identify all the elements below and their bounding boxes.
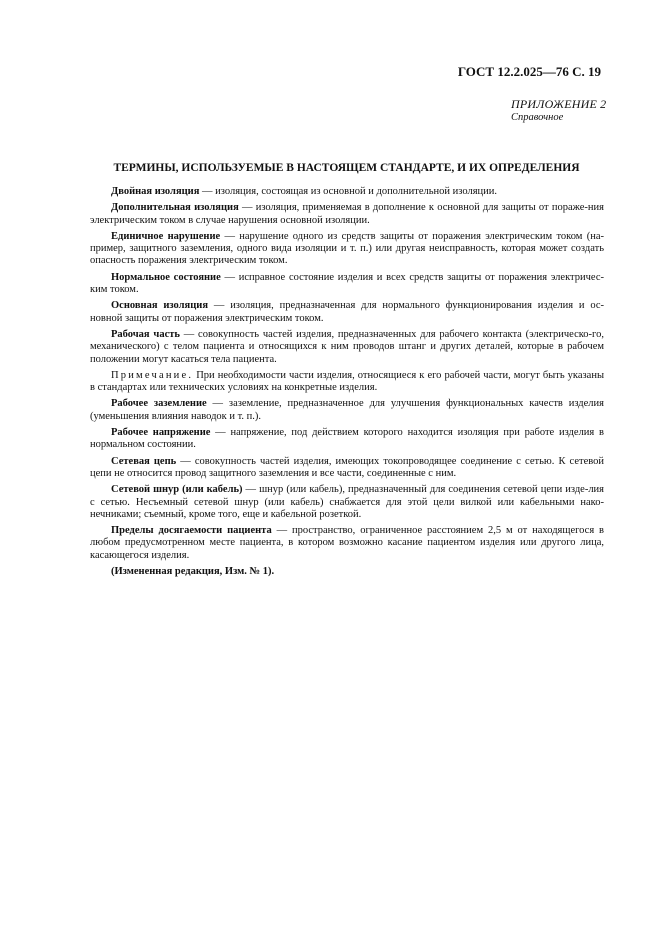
term-definition: — нарушение одного из средств защиты от поражения электрическим током (на-пример, защитного заземления, одного вида изоляции и т. п.) или другая неисправность, которая может создать опасность поражения электрическим током. bbox=[90, 230, 604, 267]
term-definition: — совокупность частей изделия, имеющих токопроводящее соединение с сетью. К сетевой цепи не относится провод защитного заземления и все части, соединенные с ним. bbox=[90, 455, 604, 479]
term-definition: — заземление, предназначенное для улучшения функциональных качеств изделия (уменьшения влияния наводок и т. п.). bbox=[90, 398, 604, 422]
term-definition: — исправное состояние изделия и всех средств защиты от поражения электричес-ким током. bbox=[90, 271, 604, 296]
term-name: Пределы досягаемости пациента bbox=[111, 525, 272, 537]
term-paragraph bbox=[90, 398, 604, 423]
note-label: Примечание. bbox=[111, 369, 194, 381]
term-definition: — шнур (или кабель), предназначенный для соединения сетевой цепи изде-лия с сетью. Несъемный сетевой шнур (или кабель) снабжается для этой цели вилкой или кабельными нако-нечниками; съемный, кроме того, еще и кабельной розеткой. bbox=[90, 484, 605, 520]
appendix-label bbox=[511, 98, 606, 124]
term-name: Сетевая цепь bbox=[111, 455, 177, 467]
term-paragraph bbox=[90, 456, 604, 481]
term-name: Рабочее напряжение bbox=[111, 427, 211, 439]
term-name: Дополнительная изоляция bbox=[111, 202, 239, 214]
term-name: Рабочая часть bbox=[111, 328, 180, 340]
terms-list bbox=[90, 186, 604, 582]
term-paragraph bbox=[90, 272, 604, 297]
note-paragraph bbox=[90, 370, 604, 395]
term-name: Рабочее заземление bbox=[111, 398, 207, 410]
edition-note bbox=[90, 566, 604, 578]
term-definition: — изоляция, применяемая в дополнение к основной для защиты от пораже-ния электрическим током в случае нарушения основной изоляции. bbox=[90, 202, 604, 226]
term-name: Нормальное состояние bbox=[111, 271, 221, 283]
appendix-subtitle: Справочное bbox=[511, 112, 564, 123]
term-paragraph bbox=[90, 186, 604, 198]
term-definition: — напряжение, под действием которого находится изоляция при работе изделия в нормальном состоянии. bbox=[90, 427, 604, 451]
term-definition: — изоляция, предназначенная для нормального функционирования изделия и ос-новной защиты от поражения электрическим током. bbox=[90, 300, 604, 324]
term-name: Единичное нарушение bbox=[111, 230, 221, 242]
term-paragraph bbox=[90, 329, 604, 366]
term-name: Двойная изоляция bbox=[111, 186, 200, 197]
term-paragraph bbox=[90, 525, 604, 562]
edition-note-text: (Измененная редакция, Изм. № 1). bbox=[111, 566, 275, 578]
section-title: ТЕРМИНЫ, ИСПОЛЬЗУЕМЫЕ В НАСТОЯЩЕМ СТАНДАРТЕ, И ИХ ОПРЕДЕЛЕНИЯ bbox=[113, 162, 580, 174]
term-paragraph bbox=[90, 202, 604, 227]
term-paragraph bbox=[90, 427, 604, 452]
term-paragraph bbox=[90, 484, 604, 521]
term-name: Основная изоляция bbox=[111, 300, 209, 312]
appendix-title: ПРИЛОЖЕНИЕ 2 bbox=[511, 97, 607, 111]
term-paragraph bbox=[90, 231, 604, 268]
term-definition: — пространство, ограниченное расстоянием 2,5 м от находящегося в любом предусмотренном месте пациента, в котором возможно касание пациентом изделия или другого лица, касающегося изделия. bbox=[90, 525, 605, 561]
note-text: При необходимости части изделия, относящиеся к его рабочей части, могут быть указаны в стандартах или технических условиях на конкретные изделия. bbox=[90, 369, 604, 394]
term-name: Сетевой шнур (или кабель) bbox=[111, 484, 243, 496]
document-reference: ГОСТ 12.2.025—76 С. 19 bbox=[457, 64, 601, 79]
term-paragraph bbox=[90, 300, 604, 325]
term-definition: — изоляция, состоящая из основной и дополнительной изоляции. bbox=[199, 186, 498, 197]
term-definition: — совокупность частей изделия, предназначенных для рабочего контакта (электрическо-го, механического) с телом пациента и относящихся к ним проводов штанг и других деталей, которые в рабочем положении могут касаться тела пациента. bbox=[90, 328, 604, 365]
